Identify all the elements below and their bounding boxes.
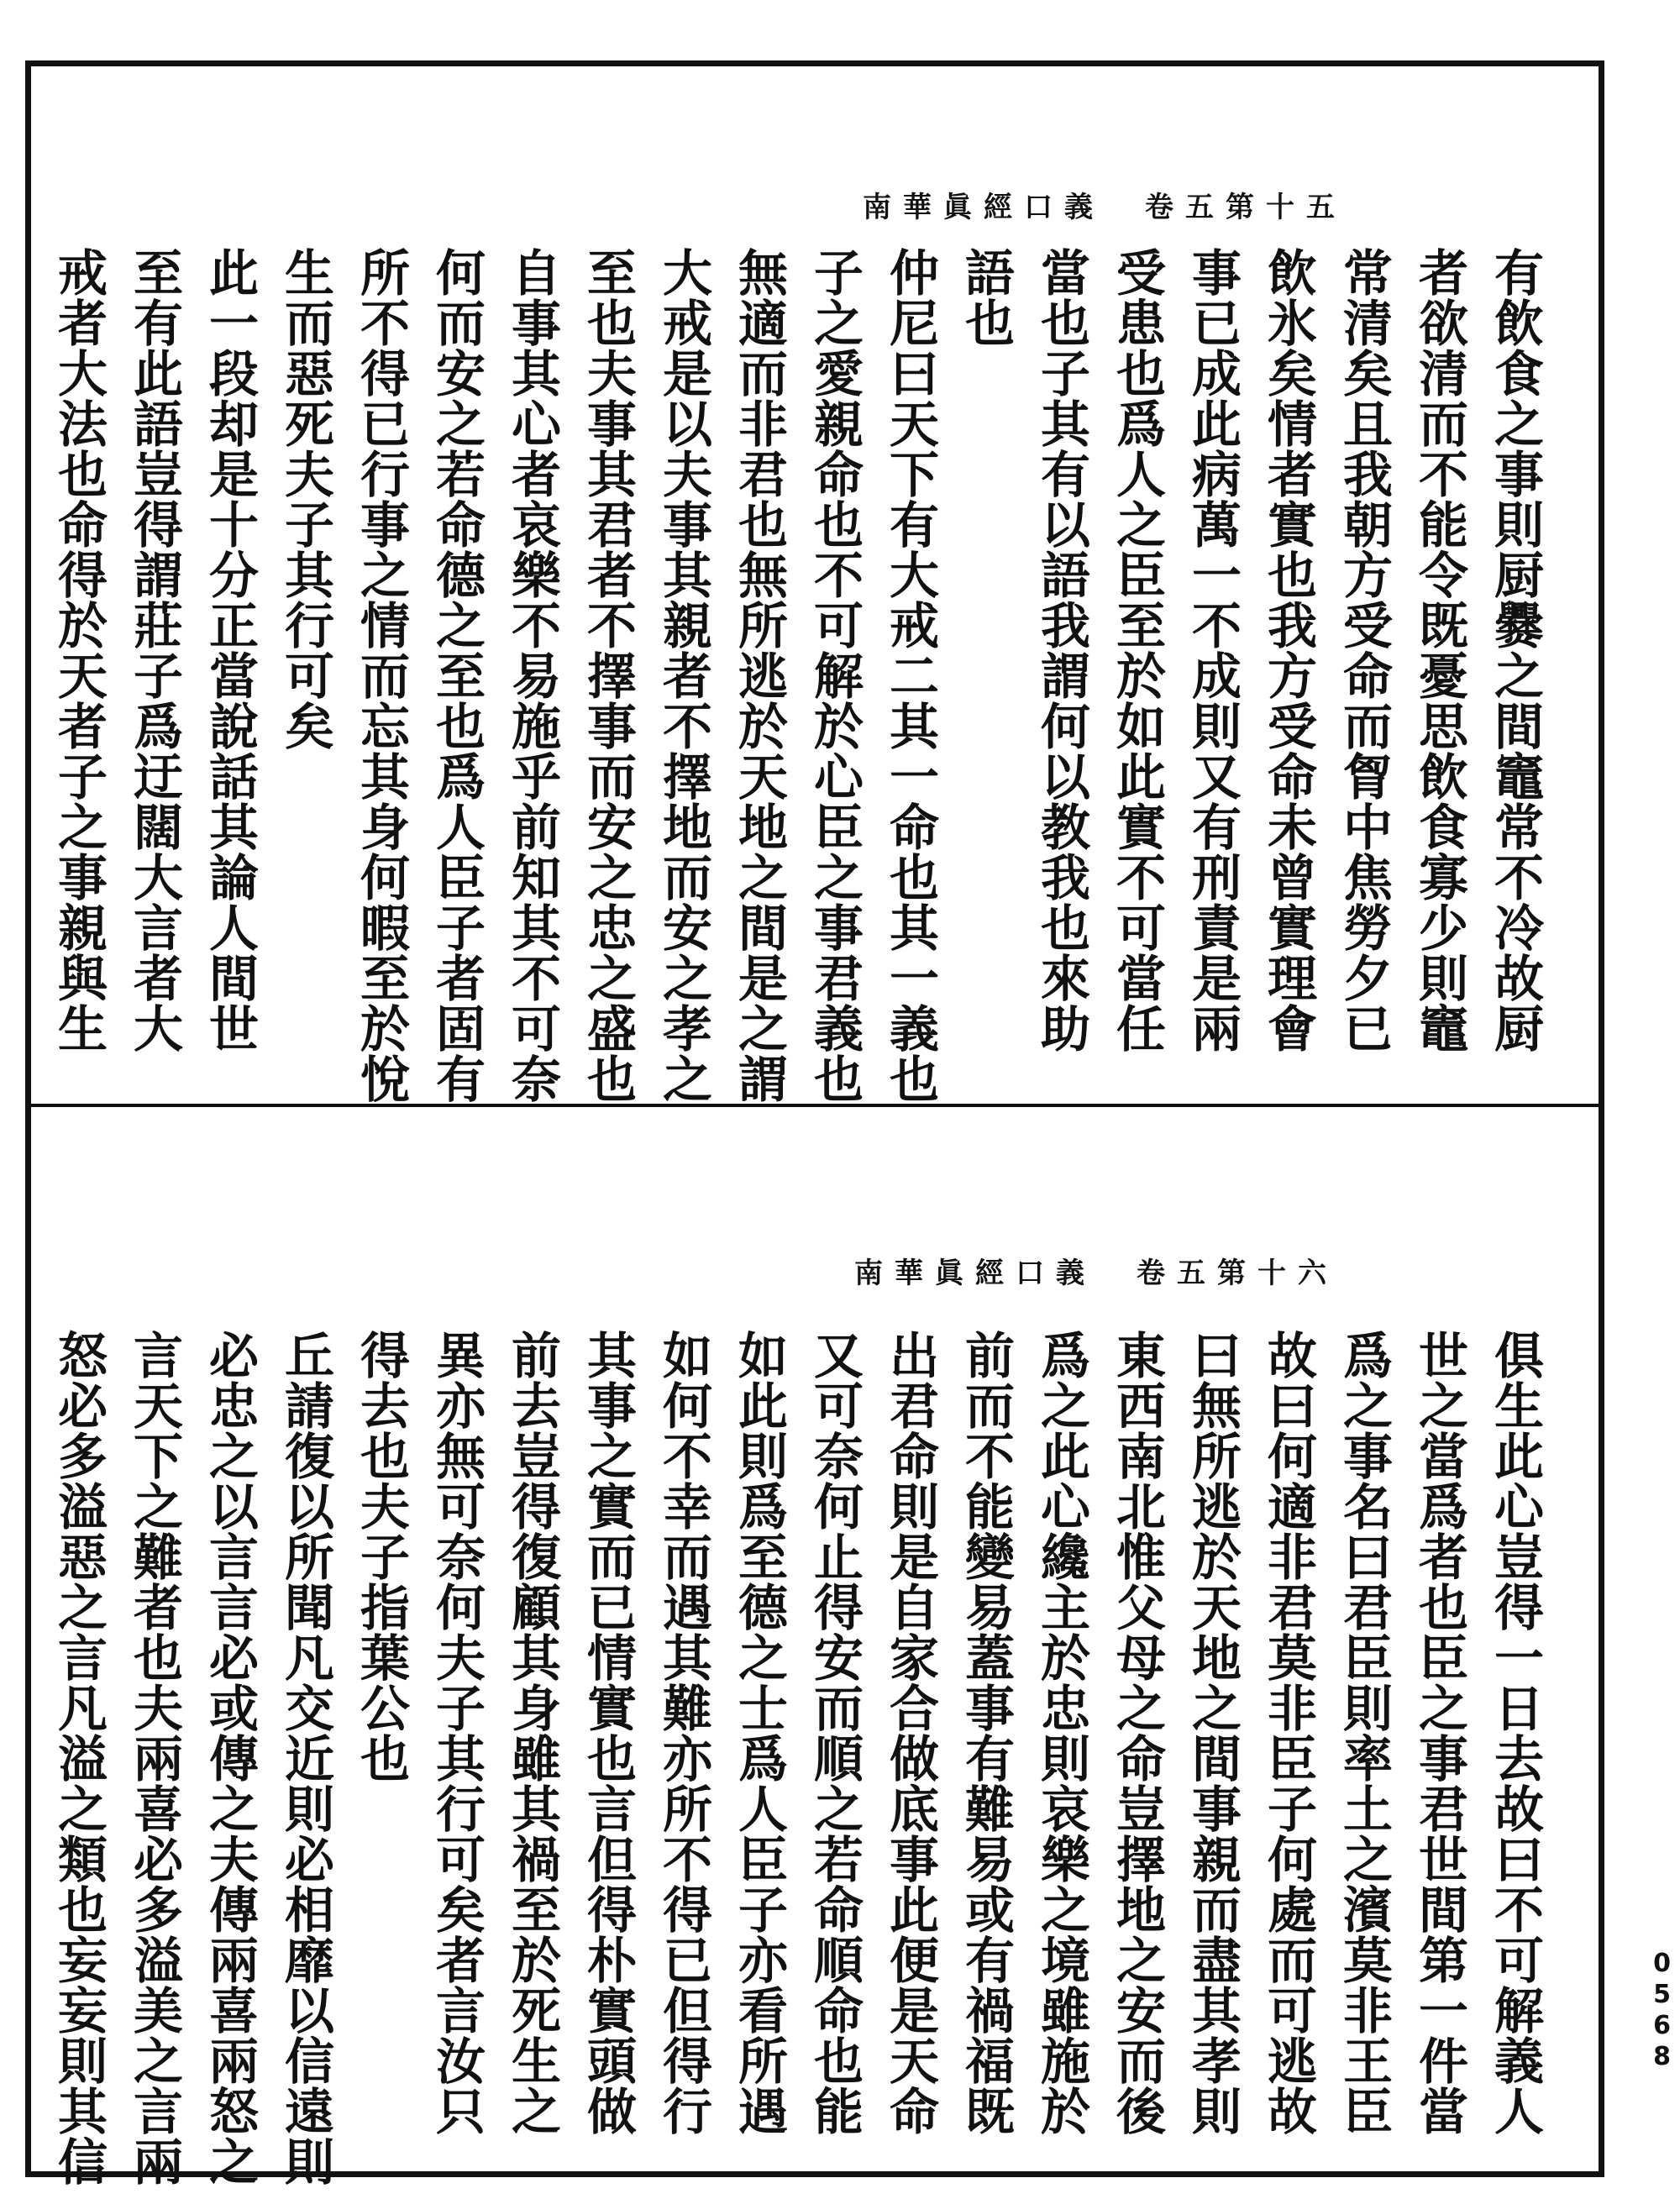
text-block-lower <box>50 1330 1552 2186</box>
page-frame <box>25 60 1604 2186</box>
text-column: 如何不幸而遇其難亦所不得已但得行 <box>654 1330 712 2136</box>
text-column: 大戒是以夫事其親者不擇地而安之孝之 <box>654 247 712 1104</box>
text-column: 當也子其有以語我謂何以教我也來助 <box>1032 247 1090 1053</box>
text-column: 常清矣且我朝方受命而胷中焦勞夕已 <box>1335 247 1393 1053</box>
text-column: 前而不能變易蓋事有難易或有禍福既 <box>957 1330 1015 2136</box>
text-column: 飲氷矣情者實也我方受命未曾實理會 <box>1259 247 1317 1053</box>
text-column: 得去也夫子指葉公也 <box>352 1330 410 1783</box>
text-column: 言天下之難者也夫兩喜必多溢美之言兩 <box>125 1330 183 2186</box>
text-column: 無適而非君也無所逃於天地之間是之謂 <box>730 247 788 1104</box>
text-column: 爲之事名曰君臣則率土之濱莫非王臣 <box>1335 1330 1393 2136</box>
running-header-upper: 南華眞經口義 卷五第十五 <box>863 191 1347 224</box>
text-column: 俱生此心豈得一日去故曰不可解義人 <box>1486 1330 1544 2136</box>
text-column: 故曰何適非君莫非臣子何處而可逃故 <box>1259 1330 1317 2136</box>
text-column: 至有此語豈得謂莊子爲迂闊大言者大 <box>125 247 183 1053</box>
text-column: 此一段却是十分正當說話其論人間世 <box>201 247 259 1053</box>
text-column: 異亦無可奈何夫子其行可矣者言汝只 <box>428 1330 486 2136</box>
text-column: 丘請復以所聞凡交近則必相靡以信遠則 <box>276 1330 334 2186</box>
text-column: 有飲食之事則厨爨之間竈常不冷故厨 <box>1486 247 1544 1053</box>
text-column: 曰無所逃於天地之間事親而盡其孝則 <box>1184 1330 1242 2136</box>
text-column: 所不得已行事之情而忘其身何暇至於悅 <box>352 247 410 1104</box>
text-column: 受患也爲人之臣至於如此實不可當任 <box>1108 247 1166 1053</box>
text-column: 其事之實而已情實也言但得朴實頭做 <box>579 1330 637 2136</box>
page-number: 0568 <box>1647 1949 1677 2073</box>
running-header-lower: 南華眞經口義 卷五第十六 <box>854 1257 1338 1290</box>
text-column: 何而安之若命德之至也爲人臣子者固有 <box>428 247 486 1104</box>
text-column: 世之當爲者也臣之事君世間第一件當 <box>1410 1330 1468 2136</box>
text-column: 前去豈得復顧其身雖其禍至於死生之 <box>503 1330 561 2136</box>
text-column: 出君命則是自家合做底事此便是天命 <box>881 1330 939 2136</box>
text-column: 語也 <box>957 247 1015 348</box>
text-column: 自事其心者哀樂不易施乎前知其不可奈 <box>503 247 561 1104</box>
text-column: 生而惡死夫子其行可矣 <box>276 247 334 751</box>
text-column: 至也夫事其君者不擇事而安之忠之盛也 <box>579 247 637 1104</box>
text-block-upper <box>50 247 1552 1104</box>
lower-page <box>31 1107 1599 2186</box>
text-column: 怒必多溢惡之言凡溢之類也妄妄則其信 <box>50 1330 108 2186</box>
text-column: 事已成此病萬一不成則又有刑責是兩 <box>1184 247 1242 1053</box>
text-column: 仲尼曰天下有大戒二其一命也其一義也 <box>881 247 939 1104</box>
text-column: 爲之此心纔主於忠則哀樂之境雖施於 <box>1032 1330 1090 2136</box>
upper-page <box>31 66 1599 1104</box>
text-column: 又可奈何止得安而順之若命順命也能 <box>806 1330 864 2136</box>
text-column: 子之愛親命也不可解於心臣之事君義也 <box>806 247 864 1104</box>
text-column: 如此則爲至德之士爲人臣子亦看所遇 <box>730 1330 788 2136</box>
text-column: 者欲清而不能令既憂思飲食寡少則竈 <box>1410 247 1468 1053</box>
text-column: 戒者大法也命得於天者子之事親與生 <box>50 247 108 1053</box>
text-column: 東西南北惟父母之命豈擇地之安而後 <box>1108 1330 1166 2136</box>
text-column: 必忠之以言言必或傳之夫傳兩喜兩怒之 <box>201 1330 259 2186</box>
